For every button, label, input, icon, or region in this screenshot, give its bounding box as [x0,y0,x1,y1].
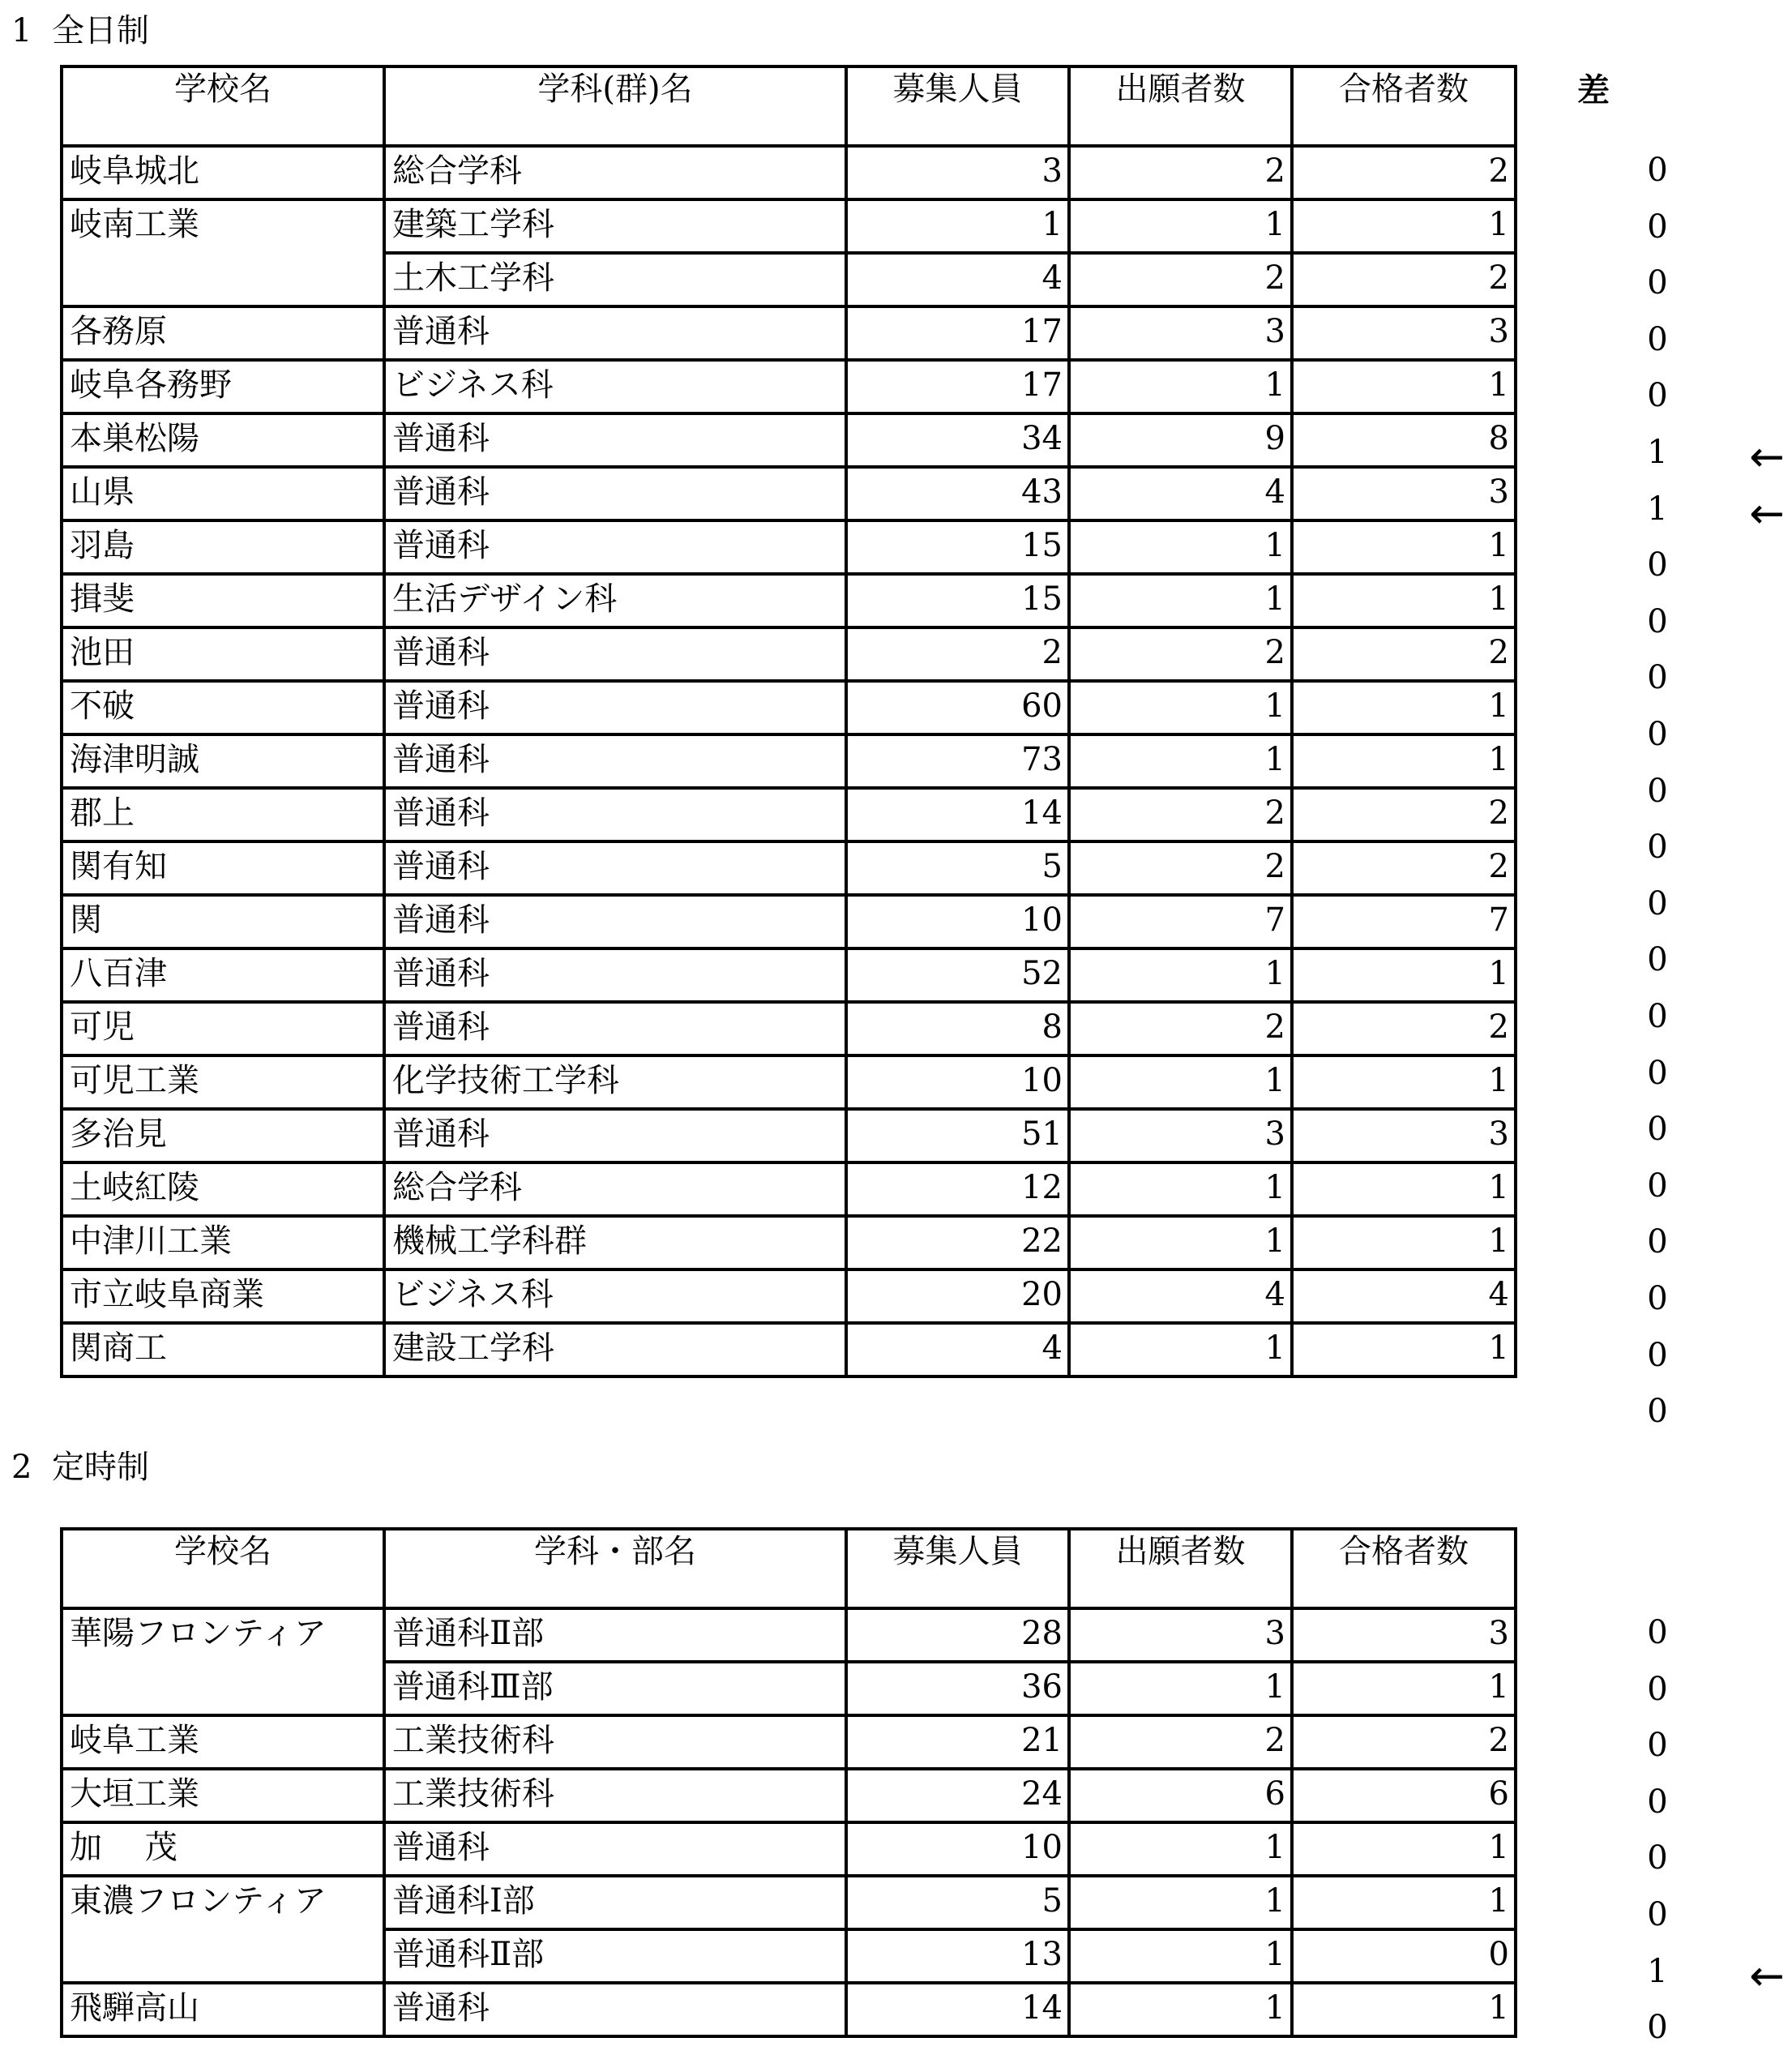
quota-cell: 5 [846,841,1069,895]
school-cell: 本巣松陽 [62,413,384,467]
department-cell: 普通科 [384,788,846,841]
diff-value: 0 [1647,828,1668,867]
header-school: 学校名 [62,66,384,146]
department-cell: 化学技術工学科 [384,1055,846,1109]
table-row [62,253,1516,306]
department-cell: ビジネス科 [384,1269,846,1323]
quota-cell: 28 [846,1608,1069,1662]
accepted-cell: 2 [1292,627,1516,681]
department-cell: 普通科 [384,841,846,895]
department-cell: 普通科Ⅰ部 [384,1876,846,1929]
quota-cell: 1 [846,199,1069,253]
accepted-cell: 1 [1292,574,1516,627]
applicants-cell: 1 [1069,1216,1292,1269]
diff-value: 0 [1647,772,1668,810]
accepted-cell: 2 [1292,788,1516,841]
quota-cell: 20 [846,1269,1069,1323]
table-row [62,520,1516,574]
applicants-cell: 9 [1069,413,1292,467]
accepted-cell: 4 [1292,1269,1516,1323]
header-department: 学科・部名 [384,1529,846,1608]
department-cell: 普通科 [384,681,846,734]
accepted-cell: 1 [1292,1323,1516,1376]
diff-value: 1 [1647,490,1668,528]
accepted-cell: 1 [1292,1983,1516,2036]
department-cell: 普通科Ⅲ部 [384,1662,846,1715]
applicants-cell: 1 [1069,1822,1292,1876]
applicants-cell: 1 [1069,360,1292,413]
diff-value: 0 [1647,998,1668,1035]
department-cell: 普通科 [384,413,846,467]
applicants-cell: 3 [1069,306,1292,360]
section-1-number: 1 [11,12,32,49]
section-1-title [11,12,149,49]
accepted-cell: 8 [1292,413,1516,467]
fulltime-table [60,65,1517,1378]
applicants-cell: 1 [1069,520,1292,574]
quota-cell: 21 [846,1715,1069,1769]
table-row [62,1162,1516,1216]
school-cell [62,253,384,306]
applicants-cell: 2 [1069,1002,1292,1055]
accepted-cell: 1 [1292,1822,1516,1876]
accepted-cell: 7 [1292,895,1516,948]
diff-value: 0 [1647,1336,1668,1374]
school-cell: 岐阜城北 [62,146,384,199]
accepted-cell: 6 [1292,1769,1516,1822]
applicants-cell: 1 [1069,681,1292,734]
table-row [62,681,1516,734]
accepted-cell: 2 [1292,253,1516,306]
school-cell: 大垣工業 [62,1769,384,1822]
table-row [62,1002,1516,1055]
diff-header: 差 [1577,72,1610,109]
school-cell: 土岐紅陵 [62,1162,384,1216]
table-row [62,627,1516,681]
diff-value: 0 [1647,884,1668,923]
school-cell: 岐南工業 [62,199,384,253]
school-cell: 加 茂 [62,1822,384,1876]
table-row [62,1769,1516,1822]
quota-cell: 15 [846,520,1069,574]
department-cell: 総合学科 [384,1162,846,1216]
table-row [62,574,1516,627]
applicants-cell: 2 [1069,146,1292,199]
school-cell: 郡上 [62,788,384,841]
quota-cell: 34 [846,413,1069,467]
table-header-row [62,66,1516,146]
left-arrow-icon: ← [1749,489,1785,538]
applicants-cell: 1 [1069,1662,1292,1715]
diff-value: 0 [1647,1670,1668,1708]
table-row [62,1323,1516,1376]
table-row [62,1608,1516,1662]
diff-value: 0 [1647,546,1668,584]
diff-value: 0 [1647,716,1668,753]
quota-cell: 5 [846,1876,1069,1929]
table-row [62,467,1516,520]
applicants-cell: 2 [1069,841,1292,895]
header-quota: 募集人員 [846,66,1069,146]
accepted-cell: 1 [1292,520,1516,574]
quota-cell: 8 [846,1002,1069,1055]
table-row [62,413,1516,467]
applicants-cell: 1 [1069,1929,1292,1983]
applicants-cell: 7 [1069,895,1292,948]
table-row [62,1876,1516,1929]
table-row [62,1055,1516,1109]
department-cell: 普通科 [384,1109,846,1162]
department-cell: 普通科Ⅱ部 [384,1608,846,1662]
header-accepted: 合格者数 [1292,1529,1516,1608]
quota-cell: 22 [846,1216,1069,1269]
accepted-cell: 1 [1292,360,1516,413]
table-row [62,1216,1516,1269]
accepted-cell: 1 [1292,681,1516,734]
header-applicants: 出願者数 [1069,66,1292,146]
table-row [62,948,1516,1002]
diff-value: 0 [1647,152,1668,189]
department-cell: 建設工学科 [384,1323,846,1376]
school-cell: 可児 [62,1002,384,1055]
table-row [62,788,1516,841]
school-cell: 飛騨高山 [62,1983,384,2036]
table-row [62,1662,1516,1715]
diff-value: 0 [1647,1111,1668,1149]
school-cell: 岐阜各務野 [62,360,384,413]
table-row [62,360,1516,413]
table-row [62,895,1516,948]
diff-value: 0 [1647,1727,1668,1765]
school-cell: 各務原 [62,306,384,360]
diff-value: 0 [1647,208,1668,246]
applicants-cell: 4 [1069,1269,1292,1323]
department-cell: 工業技術科 [384,1715,846,1769]
table-row [62,1109,1516,1162]
school-cell: 不破 [62,681,384,734]
quota-cell: 4 [846,253,1069,306]
quota-cell: 52 [846,948,1069,1002]
accepted-cell: 1 [1292,1216,1516,1269]
section-2-title [11,1449,149,1486]
school-cell: 多治見 [62,1109,384,1162]
school-cell: 八百津 [62,948,384,1002]
table-row [62,734,1516,788]
applicants-cell: 3 [1069,1109,1292,1162]
header-school: 学校名 [62,1529,384,1608]
department-cell: 普通科 [384,1002,846,1055]
quota-cell: 4 [846,1323,1069,1376]
department-cell: 工業技術科 [384,1769,846,1822]
accepted-cell: 2 [1292,146,1516,199]
diff-value: 0 [1647,2009,1668,2047]
applicants-cell: 2 [1069,627,1292,681]
diff-value: 0 [1647,1167,1668,1205]
quota-cell: 13 [846,1929,1069,1983]
accepted-cell: 3 [1292,1608,1516,1662]
quota-cell: 10 [846,1055,1069,1109]
quota-cell: 36 [846,1662,1069,1715]
school-cell: 羽島 [62,520,384,574]
parttime-table [60,1527,1517,2038]
accepted-cell: 1 [1292,1162,1516,1216]
applicants-cell: 2 [1069,253,1292,306]
quota-cell: 17 [846,360,1069,413]
left-arrow-icon: ← [1749,433,1785,482]
accepted-cell: 1 [1292,1055,1516,1109]
applicants-cell: 1 [1069,734,1292,788]
accepted-cell: 1 [1292,1876,1516,1929]
accepted-cell: 1 [1292,199,1516,253]
diff-value: 0 [1647,1054,1668,1092]
table-row [62,1269,1516,1323]
diff-value: 0 [1647,1839,1668,1877]
diff-value: 0 [1647,377,1668,415]
applicants-cell: 6 [1069,1769,1292,1822]
section-2-number: 2 [11,1449,32,1486]
accepted-cell: 1 [1292,1662,1516,1715]
quota-cell: 14 [846,788,1069,841]
school-cell: 揖斐 [62,574,384,627]
quota-cell: 2 [846,627,1069,681]
accepted-cell: 2 [1292,841,1516,895]
quota-cell: 17 [846,306,1069,360]
diff-value: 0 [1647,1393,1668,1431]
department-cell: 普通科 [384,1983,846,2036]
quota-cell: 24 [846,1769,1069,1822]
header-applicants: 出願者数 [1069,1529,1292,1608]
applicants-cell: 2 [1069,1715,1292,1769]
table-row [62,1983,1516,2036]
diff-value: 0 [1647,1223,1668,1261]
diff-value: 0 [1647,1896,1668,1933]
table-row [62,306,1516,360]
quota-cell: 73 [846,734,1069,788]
diff-value: 0 [1647,659,1668,697]
school-cell: 華陽フロンティア [62,1608,384,1662]
department-cell: 総合学科 [384,146,846,199]
department-cell: 機械工学科群 [384,1216,846,1269]
quota-cell: 60 [846,681,1069,734]
section-1-label: 全日制 [52,12,149,49]
department-cell: 普通科 [384,306,846,360]
applicants-cell: 1 [1069,1323,1292,1376]
school-cell: 関商工 [62,1323,384,1376]
applicants-cell: 4 [1069,467,1292,520]
accepted-cell: 3 [1292,1109,1516,1162]
department-cell: 普通科 [384,734,846,788]
diff-value: 0 [1647,264,1668,302]
accepted-cell: 2 [1292,1715,1516,1769]
left-arrow-icon: ← [1749,1951,1785,2001]
diff-value: 0 [1647,1614,1668,1651]
school-cell: 中津川工業 [62,1216,384,1269]
applicants-cell: 2 [1069,788,1292,841]
quota-cell: 51 [846,1109,1069,1162]
table-row [62,146,1516,199]
school-cell: 山県 [62,467,384,520]
quota-cell: 10 [846,895,1069,948]
department-cell: 普通科Ⅱ部 [384,1929,846,1983]
applicants-cell: 1 [1069,1055,1292,1109]
accepted-cell: 0 [1292,1929,1516,1983]
diff-value: 0 [1647,1783,1668,1821]
accepted-cell: 3 [1292,467,1516,520]
table-row [62,199,1516,253]
department-cell: 普通科 [384,948,846,1002]
accepted-cell: 3 [1292,306,1516,360]
school-cell: 東濃フロンティア [62,1876,384,1929]
header-accepted: 合格者数 [1292,66,1516,146]
table-row [62,1822,1516,1876]
quota-cell: 15 [846,574,1069,627]
school-cell: 市立岐阜商業 [62,1269,384,1323]
quota-cell: 12 [846,1162,1069,1216]
diff-value: 1 [1647,434,1668,471]
department-cell: 生活デザイン科 [384,574,846,627]
quota-cell: 43 [846,467,1069,520]
department-cell: 普通科 [384,467,846,520]
school-cell: 岐阜工業 [62,1715,384,1769]
table-row [62,1715,1516,1769]
school-cell: 海津明誠 [62,734,384,788]
department-cell: 普通科 [384,1822,846,1876]
applicants-cell: 1 [1069,1162,1292,1216]
school-cell: 可児工業 [62,1055,384,1109]
section-2-label: 定時制 [52,1449,149,1486]
header-quota: 募集人員 [846,1529,1069,1608]
diff-value: 0 [1647,941,1668,979]
accepted-cell: 1 [1292,734,1516,788]
applicants-cell: 1 [1069,199,1292,253]
diff-value: 1 [1647,1952,1668,1990]
table-row [62,1929,1516,1983]
header-department: 学科(群)名 [384,66,846,146]
applicants-cell: 3 [1069,1608,1292,1662]
quota-cell: 10 [846,1822,1069,1876]
diff-value: 0 [1647,320,1668,358]
department-cell: 普通科 [384,895,846,948]
department-cell: 普通科 [384,627,846,681]
accepted-cell: 2 [1292,1002,1516,1055]
school-cell: 関 [62,895,384,948]
school-cell [62,1662,384,1715]
table-row [62,841,1516,895]
applicants-cell: 1 [1069,948,1292,1002]
diff-value: 0 [1647,602,1668,640]
school-cell: 池田 [62,627,384,681]
applicants-cell: 1 [1069,1876,1292,1929]
department-cell: 土木工学科 [384,253,846,306]
table-header-row [62,1529,1516,1608]
accepted-cell: 1 [1292,948,1516,1002]
quota-cell: 14 [846,1983,1069,2036]
department-cell: 普通科 [384,520,846,574]
quota-cell: 3 [846,146,1069,199]
applicants-cell: 1 [1069,1983,1292,2036]
department-cell: ビジネス科 [384,360,846,413]
applicants-cell: 1 [1069,574,1292,627]
school-cell: 関有知 [62,841,384,895]
diff-value: 0 [1647,1280,1668,1317]
school-cell [62,1929,384,1983]
department-cell: 建築工学科 [384,199,846,253]
